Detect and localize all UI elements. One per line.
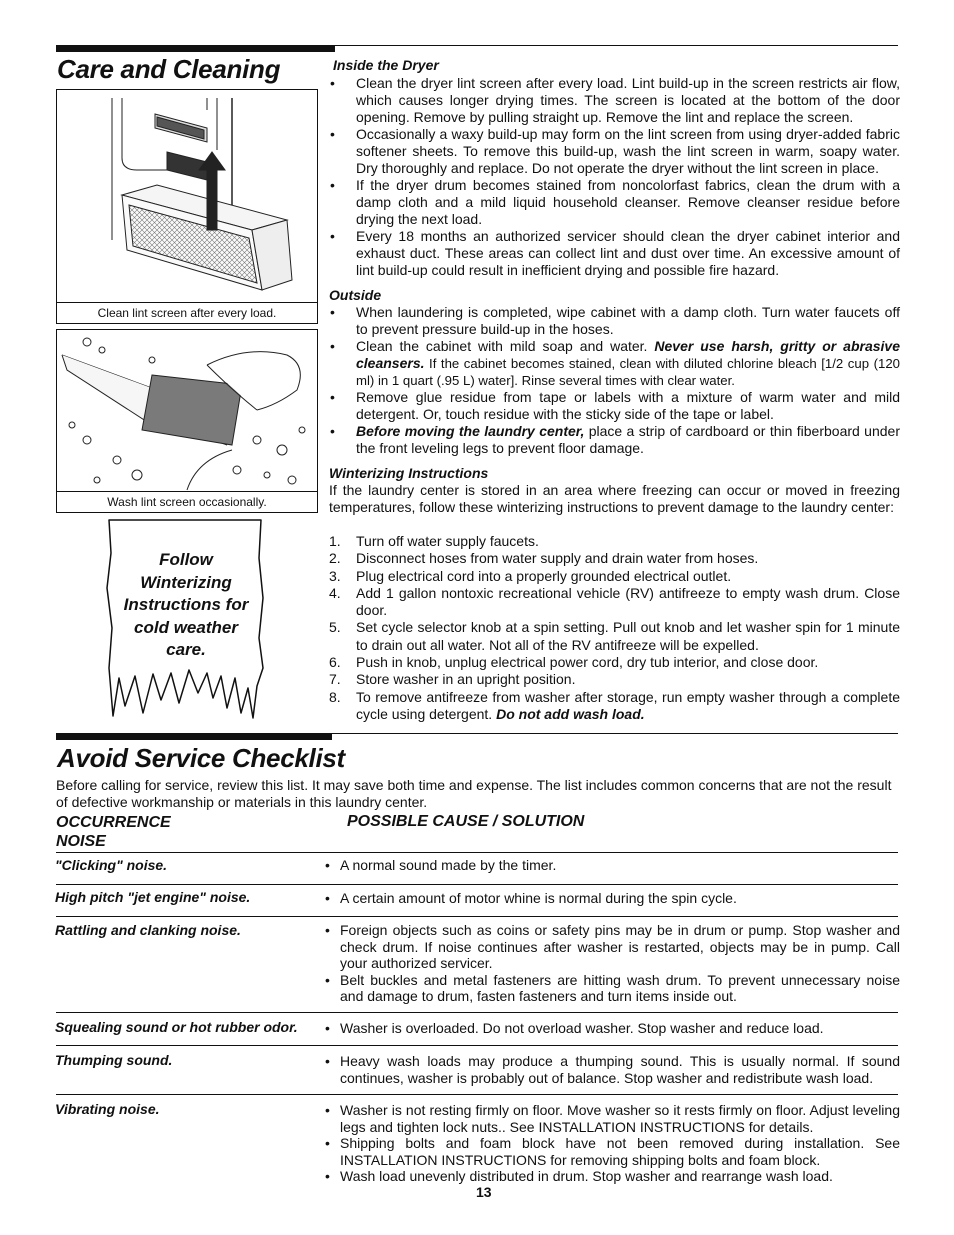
- solution-list: [325, 922, 900, 1005]
- list-item: [329, 654, 900, 671]
- row-divider: [56, 1045, 898, 1046]
- list-item: [329, 338, 900, 389]
- solution-item: • Washer is overloaded. Do not overload washer. Stop washer and reduce load.: [325, 1020, 900, 1037]
- step-text: To remove antifreeze from washer after storage, run empty washer through a complete cycle using detergent.: [356, 688, 900, 722]
- solution-list: [325, 1020, 900, 1037]
- list-item-text: Clean the cabinet with mild soap and water.: [356, 338, 655, 354]
- checklist-intro: Before calling for service, review this list. It may save both time and expense. The list includes common concerns that are not the result of defective workmanship or materials in this laundry center.: [56, 777, 892, 810]
- list-item: • Occasionally a waxy build-up may form on the lint screen from using dryer-added fabric softener sheets. To remove this build-up, wash the lint screen in warm, soapy water. Dry thoroughly and replace. Do not operate the dryer without the lint screen in place.: [329, 126, 900, 177]
- winterizing-steps: [329, 533, 900, 723]
- step-number: 2.: [329, 550, 341, 567]
- list-item: [329, 671, 900, 688]
- occurrence-label: Vibrating noise.: [55, 1101, 160, 1117]
- occurrence-label: Squealing sound or hot rubber odor.: [55, 1019, 298, 1035]
- solution-list: [325, 1053, 900, 1086]
- column-header-solution: POSSIBLE CAUSE / SOLUTION: [347, 813, 585, 830]
- lint-screen-washing-illustration: [57, 330, 317, 491]
- page-number: 13: [476, 1184, 492, 1200]
- row-divider: [56, 884, 898, 885]
- step-text: Turn off water supply faucets.: [356, 533, 539, 549]
- occurrence-label: High pitch "jet engine" noise.: [55, 889, 251, 905]
- step-number: 6.: [329, 654, 341, 671]
- wash-screen-figure: [56, 329, 318, 513]
- figure-caption: Clean lint screen after every load.: [57, 302, 317, 323]
- column-header-occurrence: OCCURRENCE: [56, 814, 171, 831]
- row-divider: [56, 1094, 898, 1095]
- warning-text: Never use harsh, gritty or abrasive cleansers.: [356, 338, 900, 371]
- header-bar: [56, 45, 335, 52]
- solution-list: [325, 1102, 900, 1185]
- row-divider: [56, 916, 898, 917]
- solution-list: [325, 857, 900, 874]
- inside-dryer-heading: Inside the Dryer: [333, 57, 439, 73]
- figure-caption: Wash lint screen occasionally.: [57, 491, 317, 512]
- header-rule: [335, 45, 898, 46]
- occurrence-label: Rattling and clanking noise.: [55, 922, 241, 938]
- winterizing-callout: [103, 518, 266, 723]
- warning-text: Do not add wash load.: [496, 705, 645, 722]
- outside-heading: Outside: [329, 287, 382, 303]
- list-item: [329, 568, 900, 585]
- lint-screen-figure: [56, 89, 318, 324]
- solution-item: • A certain amount of motor whine is normal during the spin cycle.: [325, 890, 900, 907]
- solution-item: • Washer is not resting firmly on floor. Move washer so it rests firmly on floor. Adjust leveling legs and tighten lock nuts.. See INSTALLATION INSTRUCTIONS for details.: [325, 1102, 900, 1135]
- occurrence-label: Thumping sound.: [55, 1052, 173, 1068]
- step-text: Set cycle selector knob at a spin setting. Pull out knob and let washer spin for 1 minute to drain out all water. Not all of the RV antifreeze will be expelled.: [356, 619, 900, 653]
- step-number: 8.: [329, 688, 341, 705]
- list-item: [329, 533, 900, 550]
- checklist-bar: [56, 733, 332, 740]
- occurrence-label: "Clicking" noise.: [55, 857, 168, 873]
- solution-item: • Shipping bolts and foam block have not been removed during installation. See INSTALLATION INSTRUCTIONS for removing shipping bolts and foam block.: [325, 1135, 900, 1168]
- list-item: [329, 689, 900, 724]
- step-text: Disconnect hoses from water supply and drain water from hoses.: [356, 550, 759, 567]
- solution-list: [325, 890, 900, 907]
- step-text: Store washer in an upright position.: [356, 671, 576, 688]
- list-item: • Remove glue residue from tape or labels with a mixture of warm water and mild detergent. Or, touch residue with the sticky side of the tape or label.: [329, 389, 900, 423]
- step-text: Push in knob, unplug electrical power cord, dry tub interior, and close door.: [356, 654, 819, 671]
- list-item-text: place a strip of cardboard or thin fiberboard under the front leveling legs to prevent floor damage.: [356, 423, 900, 456]
- winterizing-heading: Winterizing Instructions: [329, 465, 489, 481]
- solution-item: • Heavy wash loads may produce a thumping sound. This is usually normal. If sound continues, washer is probably out of balance. Stop washer and redistribute wash load.: [325, 1053, 900, 1086]
- column-header-noise: NOISE: [56, 833, 106, 850]
- step-text: Plug electrical cord into a properly grounded electrical outlet.: [356, 567, 732, 584]
- warning-text: Before moving the laundry center,: [356, 423, 585, 439]
- step-number: 7.: [329, 671, 341, 688]
- checklist-title: Avoid Service Checklist: [57, 743, 345, 773]
- list-item: • If the dryer drum becomes stained from noncolorfast fabrics, clean the drum with a damp cloth and a mild liquid household cleanser. Remove cleanser residue before drying the next load.: [329, 177, 900, 228]
- winterizing-callout-text: Follow Winterizing Instructions for cold weather care.: [123, 550, 249, 659]
- list-item: [329, 423, 900, 457]
- step-number: 3.: [329, 567, 341, 584]
- row-divider: [56, 1012, 898, 1013]
- solution-item: • Wash load unevenly distributed in drum. Stop washer and rearrange wash load.: [325, 1168, 900, 1185]
- inside-dryer-list: [329, 75, 900, 279]
- step-number: 4.: [329, 584, 341, 601]
- list-item: • Every 18 months an authorized servicer should clean the dryer cabinet interior and exhaust duct. These areas can collect lint and dust over time. An excessive amount of lint build-up could result in inefficient drying and possible fire hazard.: [329, 228, 900, 279]
- winterizing-intro: If the laundry center is stored in an area where freezing can occur or moved in freezing temperatures, follow these winterizing instructions to prevent damage to the laundry center:: [329, 482, 900, 515]
- step-text: Add 1 gallon nontoxic recreational vehicle (RV) antifreeze to empty wash drum. Close door.: [356, 584, 900, 619]
- checklist-rule: [332, 733, 898, 734]
- lint-screen-removal-illustration: [57, 90, 317, 302]
- list-item: • When laundering is completed, wipe cabinet with a damp cloth. Turn water faucets off to prevent pressure build-up in the hoses.: [329, 304, 900, 338]
- solution-item: • Belt buckles and metal fasteners are hitting wash drum. To prevent unnecessary noise and damage to drum, fasten fasteners and turn items inside out.: [325, 972, 900, 1005]
- care-title: Care and Cleaning: [57, 54, 281, 84]
- step-number: 5.: [329, 619, 341, 636]
- row-divider: [56, 852, 898, 853]
- list-item: [329, 550, 900, 567]
- list-item: [329, 619, 900, 654]
- solution-item: • A normal sound made by the timer.: [325, 857, 900, 874]
- step-number: 1.: [329, 533, 341, 549]
- list-item: [329, 585, 900, 620]
- list-item-text: If the cabinet becomes stained, clean with diluted chlorine bleach [1/2 cup (120 ml) in 1 quart (.95 L) water]. Rinse several times with clear water.: [356, 356, 900, 388]
- solution-item: • Foreign objects such as coins or safety pins may be in drum or pump. Stop washer and check drum. If noise continues after washer is restarted, objects may be in pump. Call your authorized servicer.: [325, 922, 900, 972]
- list-item: • Clean the dryer lint screen after every load. Lint build-up in the screen restricts air flow, which causes longer drying times. The screen is located at the bottom of the door opening. Remove by pulling straight up. Remove the lint and replace the screen.: [329, 75, 900, 126]
- outside-list: [329, 304, 900, 457]
